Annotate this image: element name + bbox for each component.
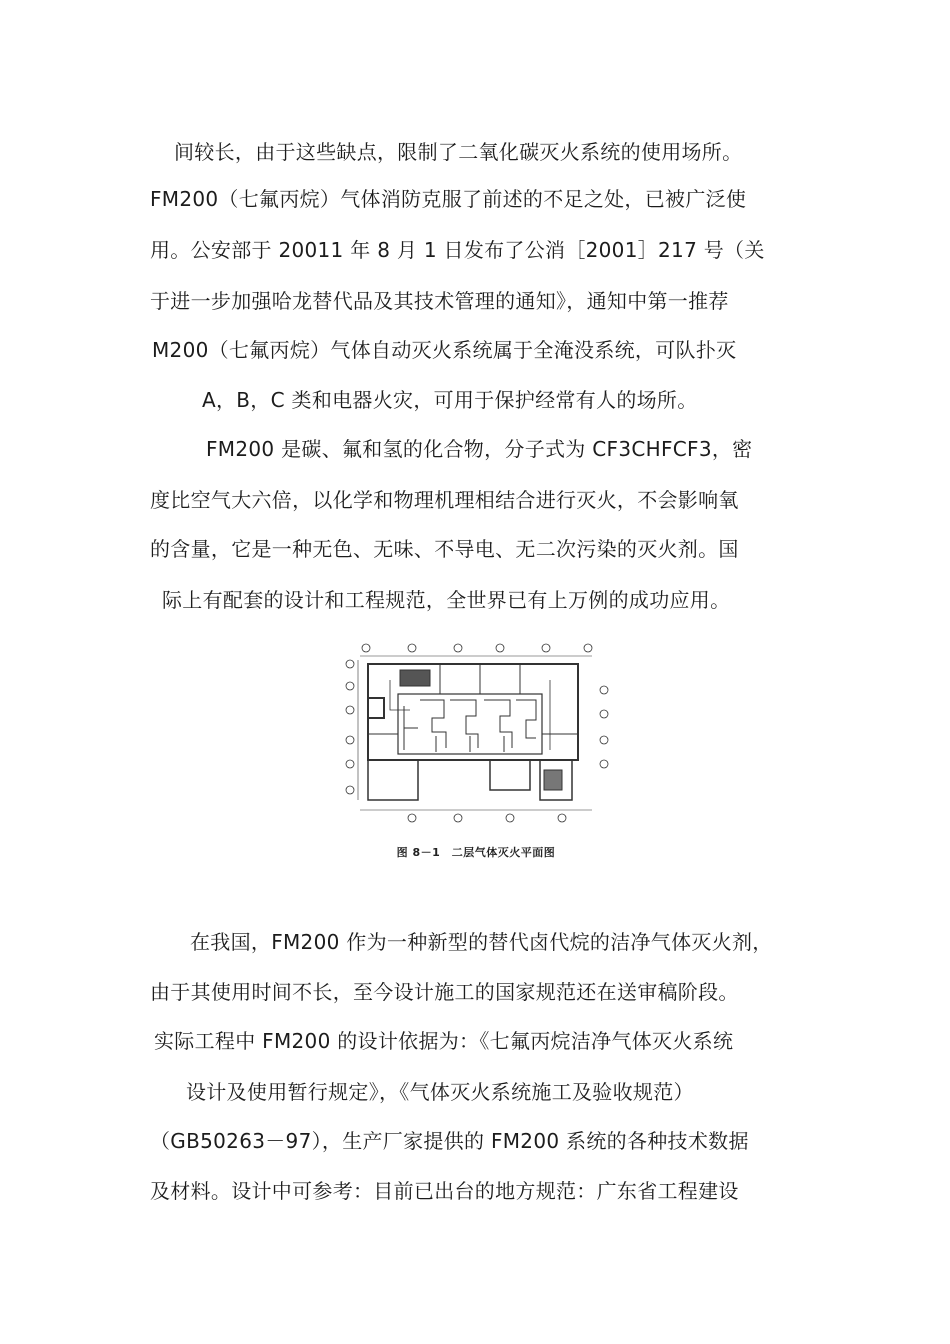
text-line: （GB50263－97），生产厂家提供的 FM200 系统的各种技术数据 [150,1129,749,1153]
floor-plan-figure [340,640,612,870]
figure-caption: 图 8－1 二层气体灭火平面图 [396,846,556,859]
text-line: 在我国，FM200 作为一种新型的替代卤代烷的洁净气体灭火剂， [190,930,773,954]
text-line: M200（七氟丙烷）气体自动灭火系统属于全淹没系统，可队扑灭 [152,338,737,362]
text-line: 的含量，它是一种无色、无味、不导电、无二次污染的灭火剂。国 [150,537,739,561]
text-line: 及材料。设计中可参考：目前已出台的地方规范：广东省工程建设 [150,1179,739,1203]
text-line: 实际工程中 FM200 的设计依据为：《七氟丙烷洁净气体灭火系统 [154,1029,734,1053]
text-line: FM200（七氟丙烷）气体消防克服了前述的不足之处，已被广泛使 [150,187,747,211]
text-line: 际上有配套的设计和工程规范，全世界已有上万例的成功应用。 [162,588,731,612]
text-line: 度比空气大六倍，以化学和物理机理相结合进行灭火，不会影响氧 [150,488,739,512]
text-line: 间较长，由于这些缺点，限制了二氧化碳灭火系统的使用场所。 [174,140,743,164]
text-line: 设计及使用暂行规定》，《气体灭火系统施工及验收规范） [186,1080,694,1104]
text-line: 用。公安部于 20011 年 8 月 1 日发布了公消［2001］217 号（关 [150,238,765,262]
text-line: FM200 是碳、氟和氢的化合物，分子式为 CF3CHFCF3，密 [206,437,753,461]
floor-plan-drawing [340,640,612,840]
text-line: 于进一步加强哈龙替代品及其技术管理的通知》，通知中第一推荐 [150,289,729,313]
text-line: 由于其使用时间不长，至今设计施工的国家规范还在送审稿阶段。 [150,980,739,1004]
text-line: A，B，C 类和电器火灾，可用于保护经常有人的场所。 [202,388,698,412]
